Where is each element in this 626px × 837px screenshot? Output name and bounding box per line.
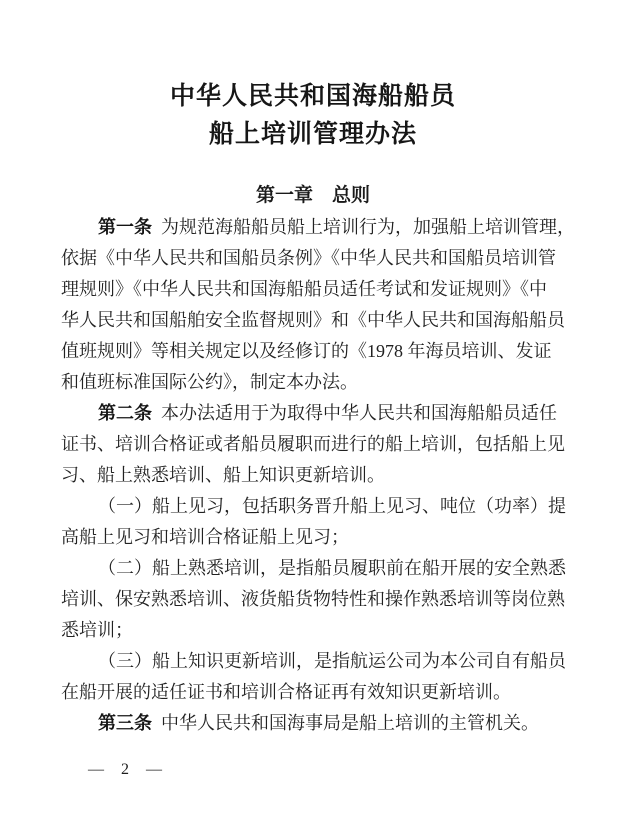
body-line — [61, 615, 567, 646]
line-text: 悉培训； — [61, 620, 133, 640]
chapter-heading: 第一章 总则 — [255, 185, 370, 206]
line-text: 本办法适用于为取得中华人民共和国海船船员适任 — [161, 403, 557, 423]
line-text: 证书、培训合格证或者船员履职而进行的船上培训，包括船上见 — [61, 434, 565, 454]
body-line — [61, 367, 567, 398]
body-line — [61, 584, 567, 615]
line-text: 习、船上熟悉培训、船上知识更新培训。 — [61, 465, 385, 485]
line-text: （二）船上熟悉培训，是指船员履职前在船开展的安全熟悉 — [98, 558, 566, 578]
page-number: 2 — [121, 761, 129, 778]
footer-dash-right: — — [146, 761, 162, 778]
document-title-line-1: 中华人民共和国海船船员 — [169, 83, 456, 110]
line-text: 依据《中华人民共和国船员条例》《中华人民共和国船员培训管 — [61, 248, 556, 268]
body-line — [61, 553, 567, 584]
line-text: （三）船上知识更新培训，是指航运公司为本公司自有船员 — [98, 651, 566, 671]
body-line — [61, 646, 567, 677]
line-text: 在船开展的适任证书和培训合格证再有效知识更新培训。 — [61, 682, 511, 702]
line-text: 华人民共和国船舶安全监督规则》和《中华人民共和国海船船员 — [61, 310, 565, 330]
article-number: 第二条 — [98, 403, 152, 423]
document-body — [61, 212, 575, 739]
footer-dash-left: — — [88, 761, 104, 778]
body-line — [61, 677, 567, 708]
body-line — [61, 336, 567, 367]
article-number: 第一条 — [98, 217, 152, 237]
body-line — [61, 708, 567, 739]
body-line — [61, 212, 575, 243]
line-text: 高船上见习和培训合格证船上见习； — [61, 527, 349, 547]
body-line — [61, 491, 567, 522]
line-text: 中华人民共和国海事局是船上培训的主管机关。 — [161, 713, 539, 733]
article-number: 第三条 — [98, 713, 152, 733]
line-text: （一）船上见习，包括职务晋升船上见习、吨位（功率）提 — [98, 496, 566, 516]
line-text: 培训、保安熟悉培训、液货船货物特性和操作熟悉培训等岗位熟 — [61, 589, 565, 609]
line-text: 和值班标准国际公约》，制定本办法。 — [61, 372, 358, 392]
body-line — [61, 398, 567, 429]
body-line — [61, 522, 567, 553]
body-line — [61, 460, 567, 491]
page-footer — [88, 761, 162, 779]
body-line — [61, 429, 567, 460]
line-text: 为规范海船船员船上培训行为，加强船上培训管理， — [161, 217, 575, 237]
body-line — [61, 274, 567, 305]
line-text: 值班规则》等相关规定以及经修订的《1978 年海员培训、发证 — [61, 341, 552, 361]
line-text: 理规则》《中华人民共和国海船船员适任考试和发证规则》《中 — [61, 279, 547, 299]
body-line — [61, 305, 567, 336]
document-title-line-2: 船上培训管理办法 — [208, 121, 417, 148]
body-line — [61, 243, 567, 274]
document-title — [0, 78, 626, 154]
